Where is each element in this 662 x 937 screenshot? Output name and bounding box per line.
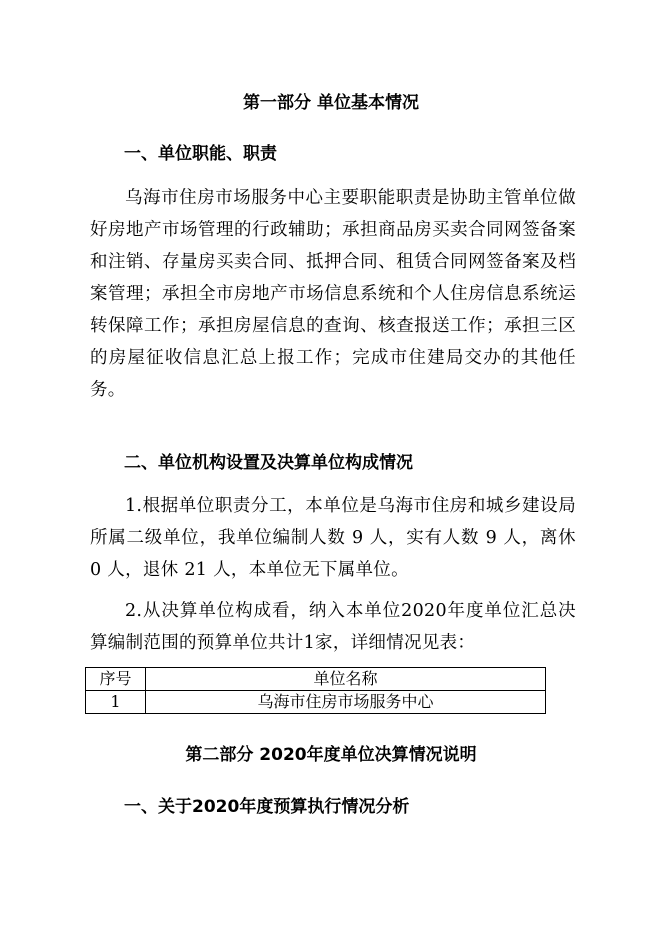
section1-body: 乌海市住房市场服务中心主要职能职责是协助主管单位做好房地产市场管理的行政辅助；承担商品房买卖合同网签备案和注销、存量房买卖合同、抵押合同、租赁合同网签备案及档案管理；承担全市房地产市场信息系统和个人住房信息系统运转保障工作；承担房屋信息的查询、核查报送工作；承担三区的房屋征收信息汇总上报工作；完成市住建局交办的其他任务。 bbox=[90, 188, 576, 400]
table-header-cell: 序号 bbox=[86, 668, 146, 691]
section2-para2: 2.从决算单位构成看，纳入本单位2020年度单位汇总决算编制范围的预算单位共计1家，详细情况见表： bbox=[90, 601, 576, 653]
table-header-row bbox=[86, 668, 546, 691]
table-row bbox=[86, 691, 546, 714]
section1-heading: 一、单位职能、职责 bbox=[124, 144, 277, 164]
table-cell: 1 bbox=[86, 691, 146, 714]
part2-section1-heading: 一、关于2020年度预算执行情况分析 bbox=[124, 797, 410, 817]
section2-para1: 1.根据单位职责分工，本单位是乌海市住房和城乡建设局所属二级单位，我单位编制人数 9 人，实有人数 9 人，离休 0 人，退休 21 人，本单位无下属单位。 bbox=[90, 496, 576, 580]
table-cell: 乌海市住房市场服务中心 bbox=[146, 691, 546, 714]
unit-table bbox=[85, 667, 546, 714]
part2-title: 第二部分 2020年度单位决算情况说明 bbox=[185, 745, 477, 765]
table-header-cell: 单位名称 bbox=[146, 668, 546, 691]
part1-title: 第一部分 单位基本情况 bbox=[243, 93, 419, 113]
section2-heading: 二、单位机构设置及决算单位构成情况 bbox=[124, 453, 413, 473]
